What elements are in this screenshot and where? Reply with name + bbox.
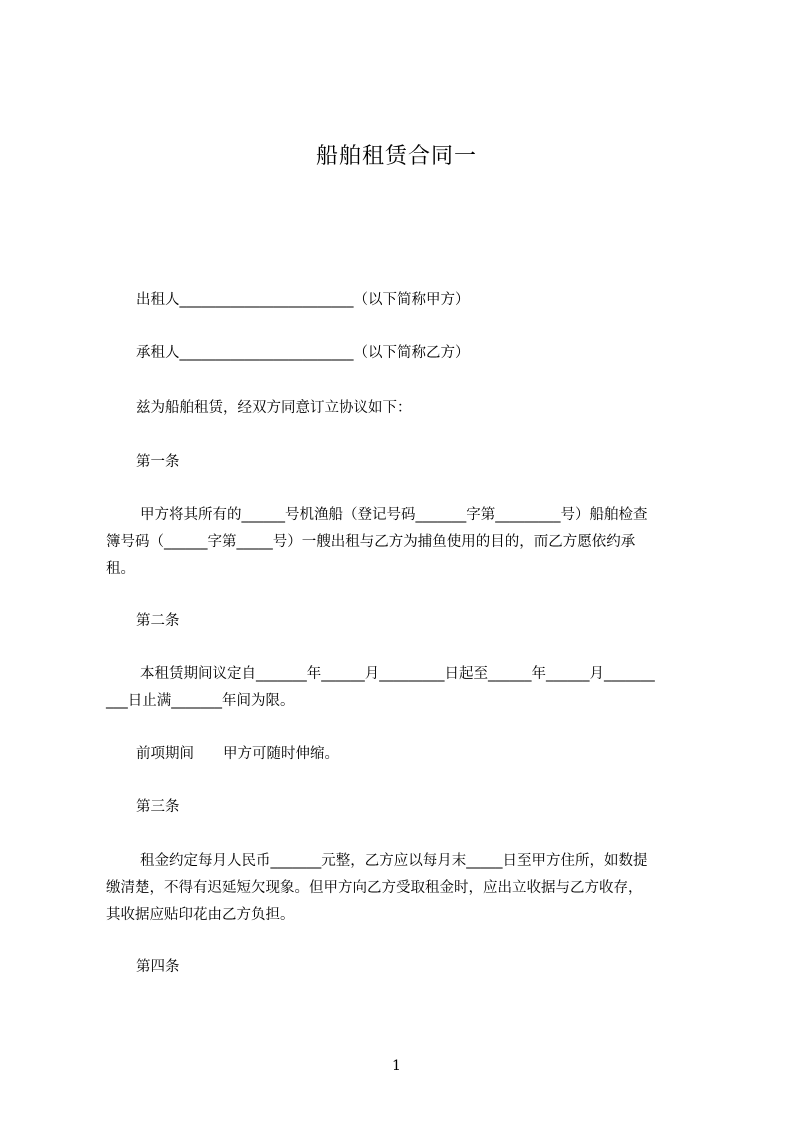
lessee-line: 承租人________________________（以下简称乙方）	[136, 345, 470, 361]
article-3-line-1: 租金约定每月人民币_______元整，乙方应以每月末_____日至甲方住所，如数提	[140, 853, 648, 869]
article-2-note: 前项期间 甲方可随时伸缩。	[136, 746, 339, 762]
preamble-text: 兹为船舶租赁，经双方同意订立协议如下：	[136, 400, 412, 416]
article-2-line-1: 本租赁期间议定自_______年______月_________日起至______年______月_______	[140, 666, 655, 682]
article-1-line-3: 租。	[106, 561, 135, 577]
article-1-heading: 第一条	[136, 454, 180, 470]
page-title: 船舶租赁合同一	[315, 144, 477, 169]
article-1-line-2: 簿号码（______字第_____号）一艘出租与乙方为捕鱼使用的目的，而乙方愿依约承	[106, 534, 636, 550]
article-2-line-2: ___日止满_______年间为限。	[106, 693, 295, 709]
article-2-heading: 第二条	[136, 613, 180, 629]
article-3-line-3: 其收据应贴印花由乙方负担。	[106, 907, 295, 923]
article-4-heading: 第四条	[136, 959, 180, 975]
lessor-line: 出租人________________________（以下简称甲方）	[136, 292, 470, 308]
article-3-line-2: 缴清楚，不得有迟延短欠现象。但甲方向乙方受取租金时，应出立收据与乙方收存，	[106, 880, 643, 896]
article-1-line-1: 甲方将其所有的______号机渔船（登记号码_______字第_________号）船舶检查	[140, 507, 648, 523]
article-3-heading: 第三条	[136, 799, 180, 815]
page-number: 1	[392, 1058, 401, 1074]
